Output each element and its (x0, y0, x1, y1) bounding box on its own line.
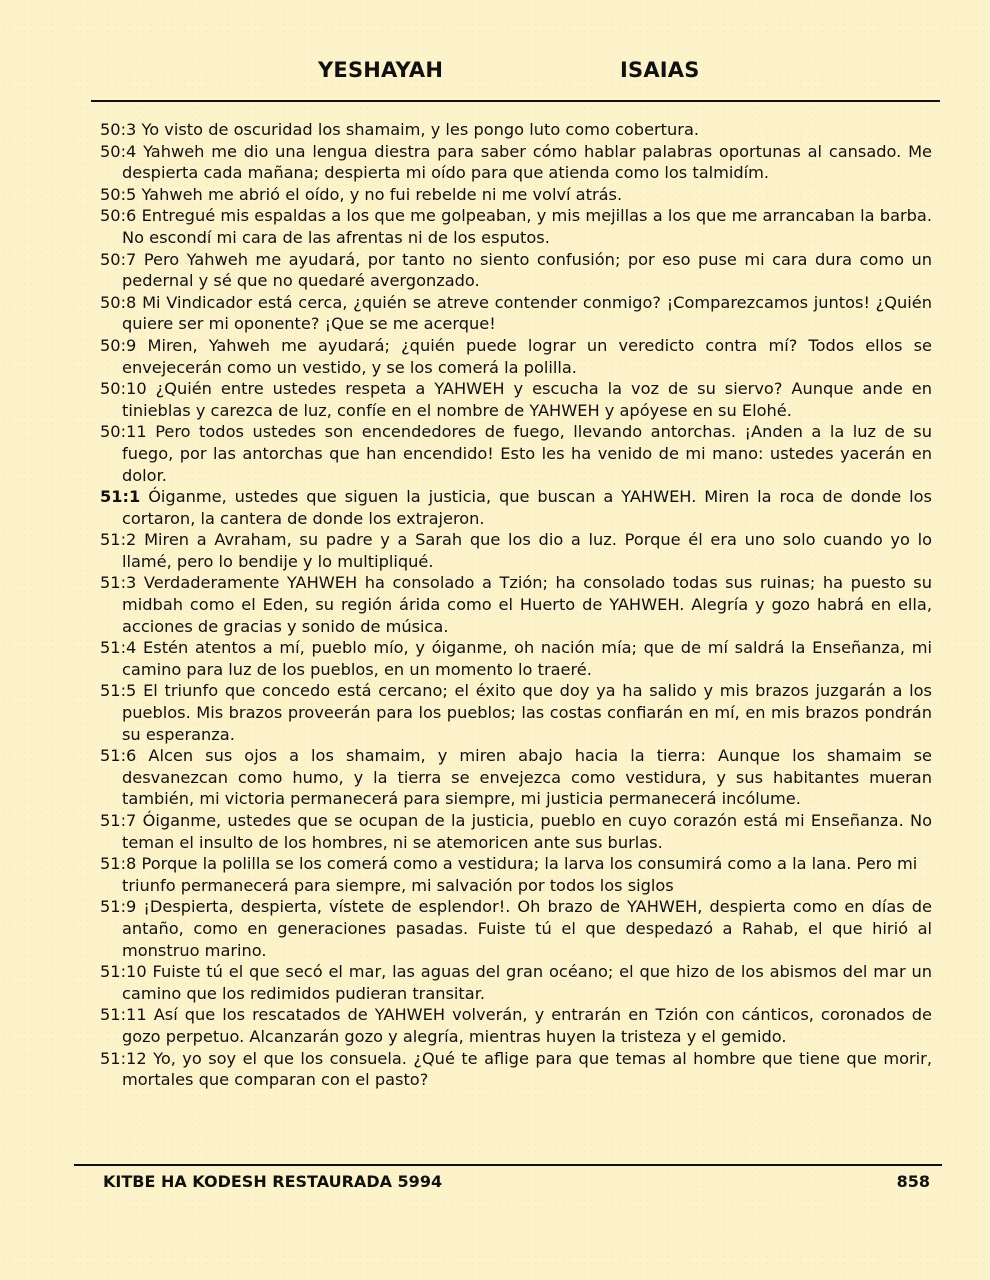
verse (100, 141, 932, 184)
verse-text: Estén atentos a mí, pueblo mío, y óiganme, oh nación mía; que de mí saldrá la Enseñanza, mi camino para luz de los pueblos, en un momento lo traeré. (122, 638, 932, 679)
verse-text: ¿Quién entre ustedes respeta a YAHWEH y escucha la voz de su siervo? Aunque ande en tinieblas y carezca de luz, confíe en el nombre de YAHWEH y apóyese en su Elohé. (122, 379, 932, 420)
verse-ref: 51:10 (100, 962, 147, 982)
verse-ref: 51:1 (100, 487, 141, 507)
verse-text: Óiganme, ustedes que se ocupan de la justicia, pueblo en cuyo corazón está mi Enseñanza. No teman el insulto de los hombres, ni se atemoricen ante sus burlas. (122, 811, 932, 852)
footer-rule (74, 1164, 942, 1166)
footer-book-name: KITBE HA KODESH RESTAURADA 5994 (103, 1172, 443, 1191)
verse-ref: 50:4 (100, 141, 137, 161)
verse (100, 745, 932, 810)
verse-ref: 51:2 (100, 530, 137, 550)
verse-text: Yahweh me dio una lengua diestra para saber cómo hablar palabras oportunas al cansado. Me despierta cada mañana; despierta mi oído para que atienda como los talmidím. (122, 141, 932, 183)
verse (100, 1004, 932, 1047)
verse-text: ¡Despierta, despierta, vístete de esplendor!. Oh brazo de YAHWEH, despierta como en días de antaño, como en generaciones pasadas. Fuiste tú el que despedazó a Rahab, el que hirió al monstruo marino. (122, 897, 932, 960)
verse-text: Así que los rescatados de YAHWEH volverán, y entrarán en Tzión con cánticos, coronados de gozo perpetuo. Alcanzarán gozo y alegría, mientras huyen la tristeza y el gemido. (122, 1005, 932, 1046)
verse-text: El triunfo que concedo está cercano; el éxito que doy ya ha salido y mis brazos juzgarán a los pueblos. Mis brazos proveerán para los pueblos; las costas confiarán en mí, en mis brazos pondrán su esperanza. (122, 681, 932, 744)
verse-text: Porque la polilla se los comerá como a vestidura; la larva los consumirá como a la lana. Pero mi triunfo permanecerá para siempre, mi salvación por todos los siglos (122, 854, 918, 895)
verse (100, 378, 932, 421)
verse-ref: 50:7 (100, 249, 137, 269)
verse-text: Pero Yahweh me ayudará, por tanto no siento confusión; por eso puse mi cara dura como un pedernal y sé que no quedaré avergonzado. (122, 249, 932, 291)
verse-ref: 51:8 (100, 854, 137, 874)
verse-ref: 51:3 (100, 573, 137, 593)
verse (100, 335, 932, 378)
verse-ref: 50:5 (100, 184, 137, 204)
verse (100, 119, 932, 141)
verse-ref: 51:5 (100, 681, 137, 701)
book-title-spanish: ISAIAS (620, 58, 700, 82)
header-rule (91, 100, 940, 102)
verse-text: Yo, yo soy el que los consuela. ¿Qué te aflige para que temas al hombre que tiene que morir, mortales que comparan con el pasto? (122, 1048, 932, 1090)
verse-ref: 51:12 (100, 1048, 147, 1068)
verse-text: Óiganme, ustedes que siguen la justicia, que buscan a YAHWEH. Miren la roca de donde los cortaron, la cantera de donde los extrajeron. (122, 487, 932, 528)
verse-text: Miren a Avraham, su padre y a Sarah que los dio a luz. Porque él era uno solo cuando yo lo llamé, pero lo bendije y lo multipliqué. (122, 530, 932, 571)
verse-text: Yahweh me abrió el oído, y no fui rebelde ni me volví atrás. (141, 184, 623, 204)
verse-ref: 51:4 (100, 638, 137, 658)
page-header (0, 58, 990, 88)
verse (100, 961, 932, 1004)
verse-text: Entregué mis espaldas a los que me golpeaban, y mis mejillas a los que me arrancaban la barba. No escondí mi cara de las afrentas ni de los esputos. (122, 206, 932, 247)
verse (100, 637, 932, 680)
page-number: 858 (896, 1172, 930, 1191)
verse-ref: 51:7 (100, 811, 137, 830)
verse (100, 421, 932, 486)
book-title-hebrew: YESHAYAH (318, 58, 444, 82)
verse-text: Fuiste tú el que secó el mar, las aguas del gran océano; el que hizo de los abismos del mar un camino que los redimidos pudieran transitar. (122, 962, 932, 1003)
verse-list (100, 119, 932, 1091)
verse (100, 1048, 932, 1091)
verse (100, 292, 932, 335)
verse-ref: 50:3 (100, 120, 137, 139)
verse-ref: 50:10 (100, 379, 147, 399)
verse-ref: 51:9 (100, 897, 137, 917)
verse-text: Yo visto de oscuridad los shamaim, y les pongo luto como cobertura. (141, 120, 700, 139)
verse-ref: 50:11 (100, 422, 147, 442)
verse-ref: 50:8 (100, 292, 137, 312)
verse-text: Mi Vindicador está cerca, ¿quién se atreve contender conmigo? ¡Comparezcamos juntos! ¿Quién quiere ser mi oponente? ¡Que se me acerque! (122, 292, 932, 334)
verse (100, 680, 932, 745)
verse-ref: 51:6 (100, 746, 137, 766)
verse (100, 249, 932, 292)
verse-text: Verdaderamente YAHWEH ha consolado a Tzión; ha consolado todas sus ruinas; ha puesto su midbah como el Eden, su región árida como el Huerto de YAHWEH. Alegría y gozo habrá en ella, acciones de gracias y sonido de música. (122, 573, 932, 636)
verse-text: Pero todos ustedes son encendedores de fuego, llevando antorchas. ¡Anden a la luz de su fuego, por las antorchas que han encendido! Esto les ha venido de mi mano: ustedes yacerán en dolor. (122, 422, 932, 485)
verse (100, 572, 932, 637)
verse (100, 896, 932, 961)
verse (100, 184, 932, 206)
verse-ref: 50:9 (100, 335, 137, 355)
verse (100, 810, 932, 853)
verse (100, 486, 932, 529)
verse-text: Alcen sus ojos a los shamaim, y miren abajo hacia la tierra: Aunque los shamaim se desvanezcan como humo, y la tierra se envejezca como vestidura, y sus habitantes mueran también, mi victoria permanecerá para siempre, mi justicia permanecerá incólume. (122, 746, 932, 809)
verse-ref: 51:11 (100, 1005, 147, 1025)
verse-text: Miren, Yahweh me ayudará; ¿quién puede lograr un veredicto contra mí? Todos ellos se envejecerán como un vestido, y se los comerá la polilla. (122, 335, 932, 377)
verse (100, 529, 932, 572)
verse (100, 853, 932, 896)
verse (100, 205, 932, 248)
verse-ref: 50:6 (100, 206, 137, 226)
